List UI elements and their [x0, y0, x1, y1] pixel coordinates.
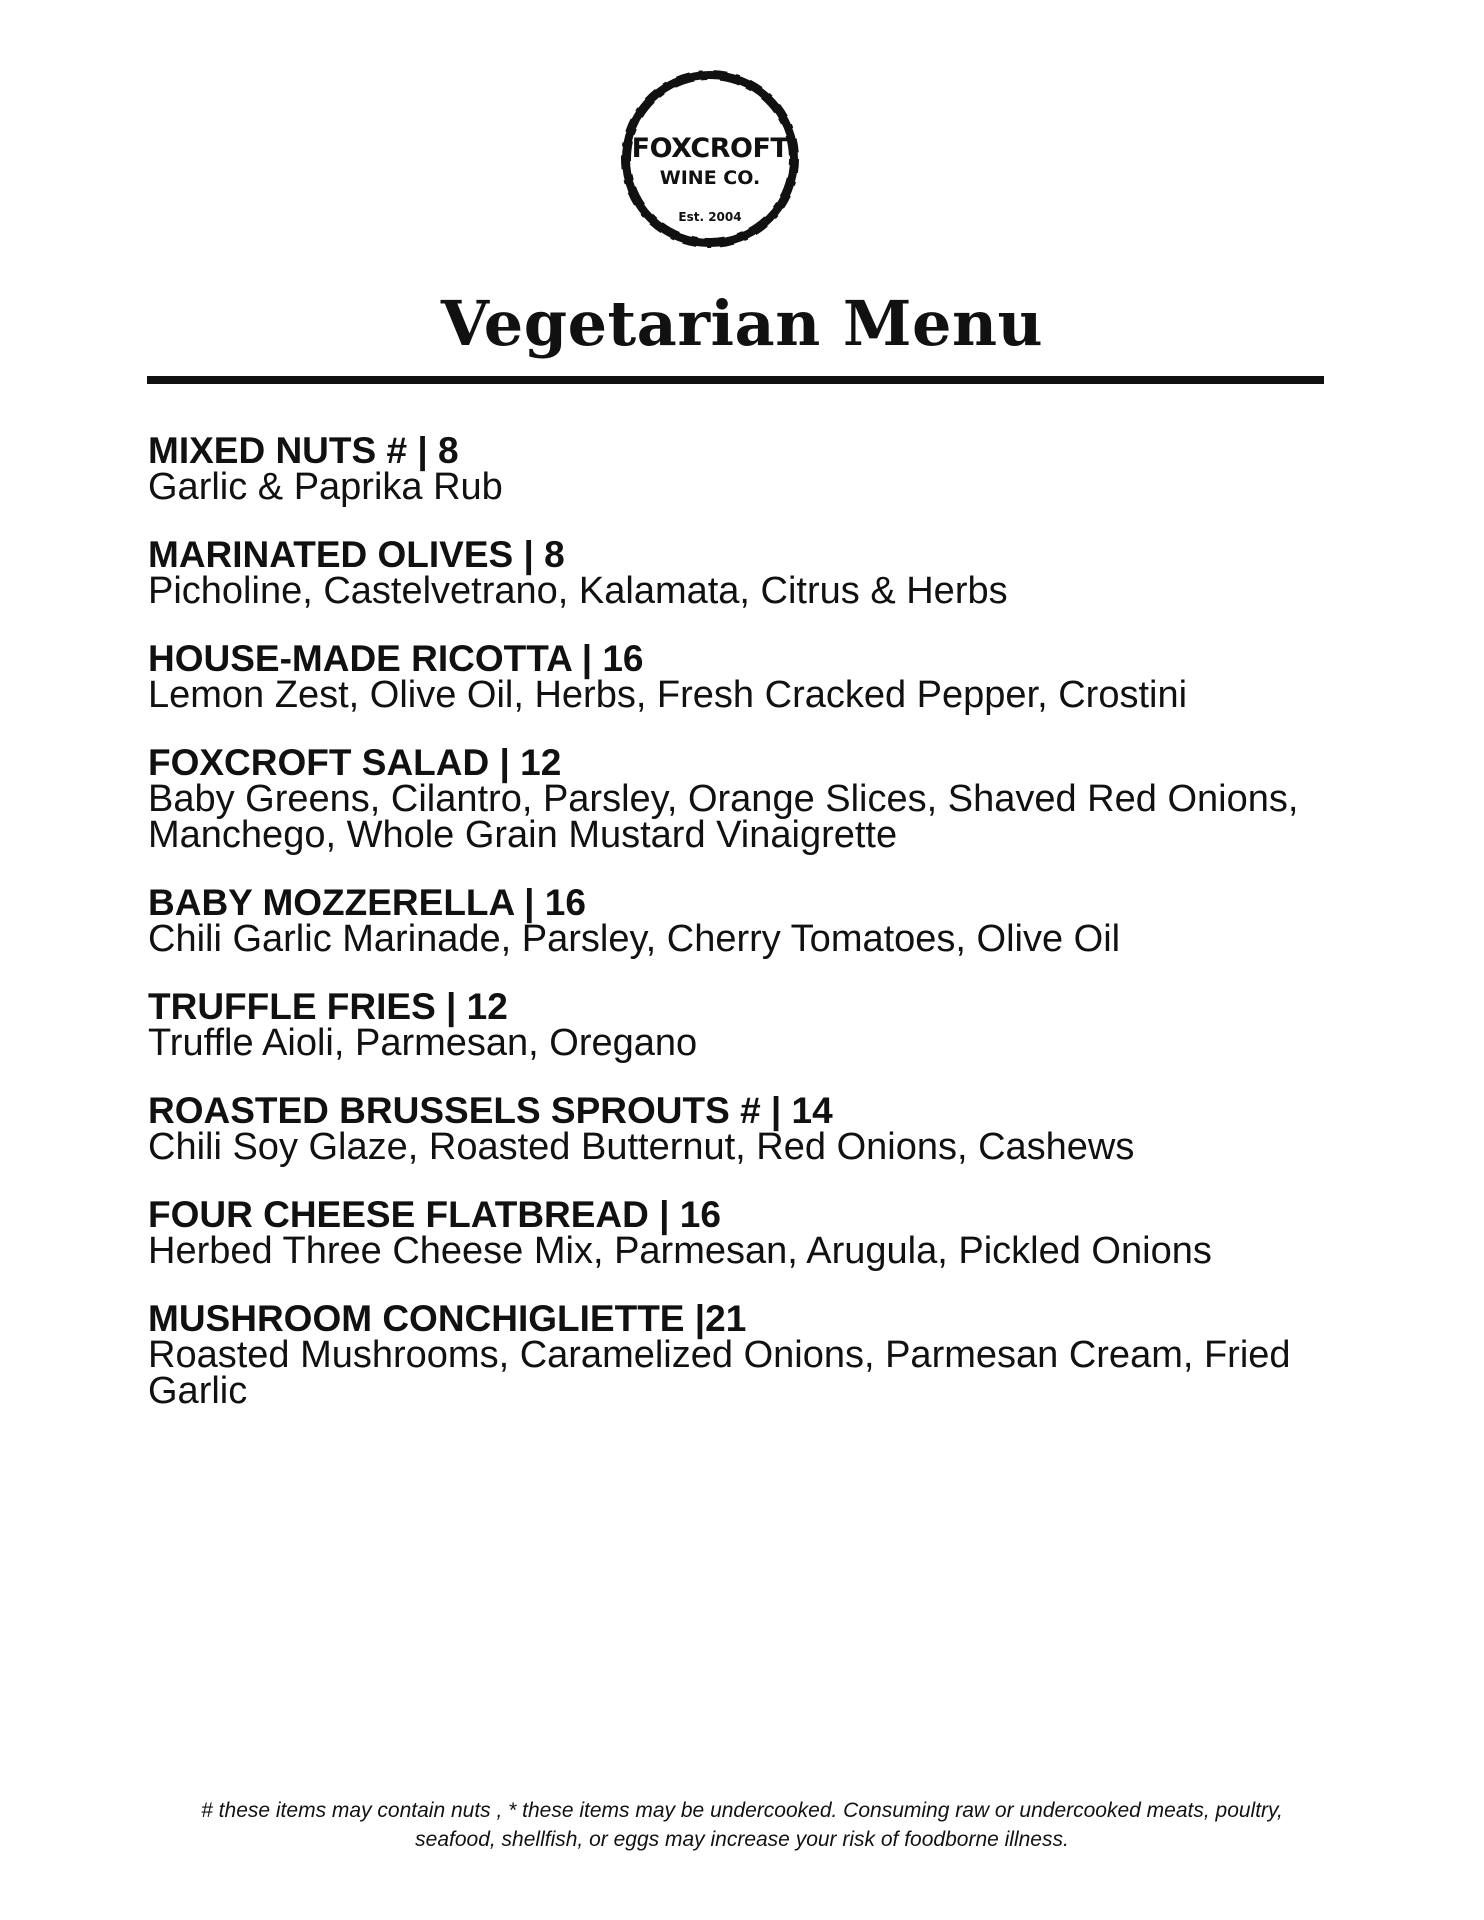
menu-item [148, 1090, 1378, 1168]
foxcroft-logo [617, 66, 803, 252]
menu-item [148, 1194, 1378, 1272]
menu-item-name: FOUR CHEESE FLATBREAD | 16 [148, 1194, 721, 1235]
menu-item-description: Chili Garlic Marinade, Parsley, Cherry Tomatoes, Olive Oil [148, 918, 1121, 960]
title-divider [147, 376, 1324, 384]
menu-item-name: TRUFFLE FRIES | 12 [148, 986, 508, 1027]
menu-item [148, 430, 1378, 508]
menu-list [148, 430, 1378, 1441]
menu-item-description: Baby Greens, Cilantro, Parsley, Orange Slices, Shaved Red Onions, Manchego, Whole Grain Mustard Vinaigrette [148, 778, 1299, 856]
logo-line2: WINE CO. [659, 167, 761, 189]
menu-item-name: MUSHROOM CONCHIGLIETTE |21 [148, 1298, 747, 1339]
menu-item [148, 638, 1378, 716]
menu-item-description: Chili Soy Glaze, Roasted Butternut, Red Onions, Cashews [148, 1126, 1135, 1168]
menu-item [148, 742, 1378, 856]
menu-item [148, 986, 1378, 1064]
menu-item-description: Truffle Aioli, Parmesan, Oregano [148, 1022, 698, 1064]
menu-item-name: MARINATED OLIVES | 8 [148, 534, 565, 575]
menu-item-description: Herbed Three Cheese Mix, Parmesan, Arugula, Pickled Onions [148, 1230, 1212, 1272]
menu-item-name: MIXED NUTS # | 8 [148, 430, 459, 471]
logo-seal-icon [617, 66, 803, 252]
menu-item-name: ROASTED BRUSSELS SPROUTS # | 14 [148, 1090, 833, 1131]
menu-item [148, 534, 1378, 612]
allergen-disclaimer [100, 1796, 1384, 1854]
menu-item-description: Lemon Zest, Olive Oil, Herbs, Fresh Cracked Pepper, Crostini [148, 674, 1188, 716]
menu-item-description: Roasted Mushrooms, Caramelized Onions, Parmesan Cream, Fried Garlic [148, 1334, 1291, 1412]
menu-item-name: FOXCROFT SALAD | 12 [148, 742, 562, 783]
menu-item-name: HOUSE-MADE RICOTTA | 16 [148, 638, 644, 679]
menu-item [148, 1298, 1378, 1412]
disclaimer-line-2: seafood, shellfish, or eggs may increase your risk of foodborne illness. [415, 1828, 1069, 1851]
menu-item-description: Garlic & Paprika Rub [148, 466, 503, 508]
page-title: Vegetarian Menu [440, 287, 1044, 360]
logo-established: Est. 2004 [678, 210, 742, 224]
menu-item-name: BABY MOZZERELLA | 16 [148, 882, 586, 923]
disclaimer-line-1: # these items may contain nuts , * these items may be undercooked. Consuming raw or undercooked meats, poultry, [201, 1799, 1283, 1822]
logo-line1: FOXCROFT [631, 133, 789, 164]
menu-item [148, 882, 1378, 960]
menu-item-description: Picholine, Castelvetrano, Kalamata, Citrus & Herbs [148, 570, 1008, 612]
